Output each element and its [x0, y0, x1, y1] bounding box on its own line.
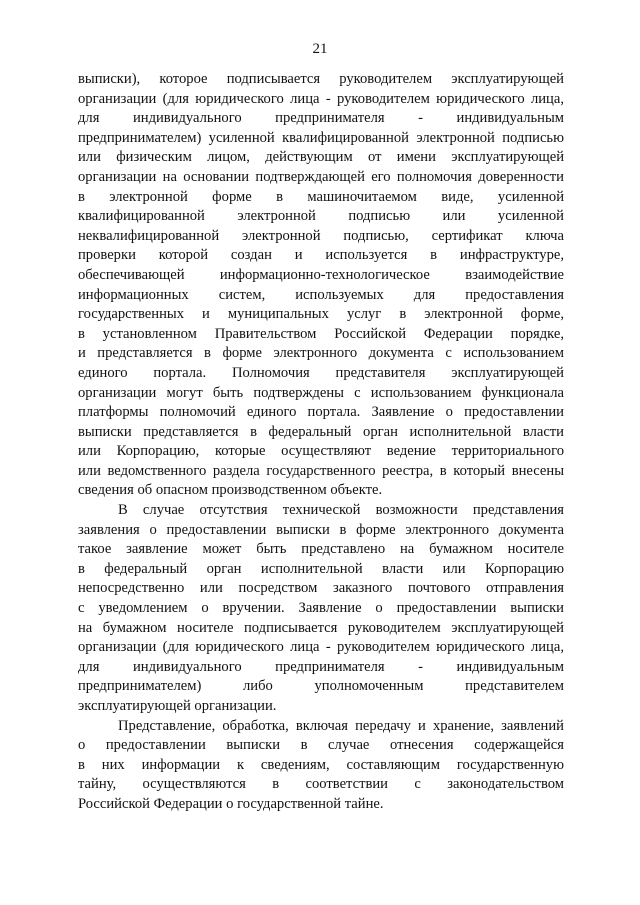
text-line: или ведомственного раздела государственного реестра, в который внесены	[78, 462, 564, 479]
text-line: непосредственно или посредством заказного почтового отправления	[78, 580, 564, 597]
text-line: обеспечивающей информационно-технологическое взаимодействие	[78, 266, 564, 283]
text-line: предпринимателем) усиленной квалифицированной электронной подписью	[78, 129, 564, 146]
text-line: организации (для юридического лица - руководителем юридического лица,	[78, 639, 564, 656]
text-line: в электронной форме в машиночитаемом виде, усиленной	[78, 188, 564, 205]
text-line: проверки которой создан и используется в инфраструктуре,	[78, 247, 564, 264]
text-line: квалифицированной электронной подписью или усиленной	[78, 208, 564, 225]
text-line: единого портала. Полномочия представителя эксплуатирующей	[78, 364, 564, 381]
text-line: организации на основании подтверждающей его полномочия доверенности	[78, 168, 564, 185]
text-line: Представление, обработка, включая передачу и хранение, заявлений	[118, 717, 564, 734]
text-line: или физическим лицом, действующим от имени эксплуатирующей	[78, 149, 564, 166]
text-line: эксплуатирующей организации.	[78, 698, 277, 714]
text-line: сведения об опасном производственном объекте.	[78, 482, 383, 499]
text-line: тайну, осуществляются в соответствии с законодательством	[78, 776, 564, 793]
text-line: заявления о предоставлении выписки в форме электронного документа	[78, 521, 564, 538]
text-line: В случае отсутствия технической возможности представления	[118, 502, 564, 519]
text-line: на бумажном носителе подписывается руководителем эксплуатирующей	[78, 619, 564, 636]
text-line: государственных и муниципальных услуг в электронной форме,	[78, 306, 564, 323]
text-line: в них информации к сведениям, составляющим государственную	[78, 756, 564, 773]
text-line: или Корпорацию, которые осуществляют ведение территориального	[78, 443, 564, 460]
text-line: неквалифицированной электронной подписью, сертификат ключа	[78, 227, 564, 244]
text-line: информационных систем, используемых для предоставления	[78, 286, 564, 303]
text-line: для индивидуального предпринимателя - индивидуальным	[78, 110, 564, 127]
page-number: 21	[312, 41, 328, 57]
text-line: для индивидуального предпринимателя - индивидуальным	[78, 658, 564, 675]
text-line: и представляется в форме электронного документа с использованием	[78, 345, 564, 362]
text-line: Российской Федерации о государственной тайне.	[78, 795, 384, 812]
paragraph-3	[78, 717, 564, 815]
text-line: такое заявление может быть представлено на бумажном носителе	[78, 541, 564, 558]
text-line: в установленном Правительством Российской Федерации порядке,	[78, 325, 564, 342]
text-line: в федеральный орган исполнительной власти или Корпорацию	[78, 560, 564, 577]
text-line: выписки представляется в федеральный орган исполнительной власти	[78, 423, 564, 440]
text-line: о предоставлении выписки в случае отнесения содержащейся	[78, 737, 564, 754]
text-line: платформы полномочий единого портала. Заявление о предоставлении	[78, 404, 564, 421]
paragraph-1	[78, 70, 564, 501]
text-line: выписки), которое подписывается руководителем эксплуатирующей	[78, 71, 564, 87]
document-body	[78, 70, 564, 815]
text-line: предпринимателем) либо уполномоченным представителем	[78, 678, 564, 695]
text-line: с уведомлением о вручении. Заявление о предоставлении выписки	[78, 600, 564, 617]
text-line: организации могут быть подтверждены с использованием функционала	[78, 384, 564, 401]
text-line: организации (для юридического лица - руководителем юридического лица,	[78, 90, 564, 107]
paragraph-2	[78, 501, 564, 717]
